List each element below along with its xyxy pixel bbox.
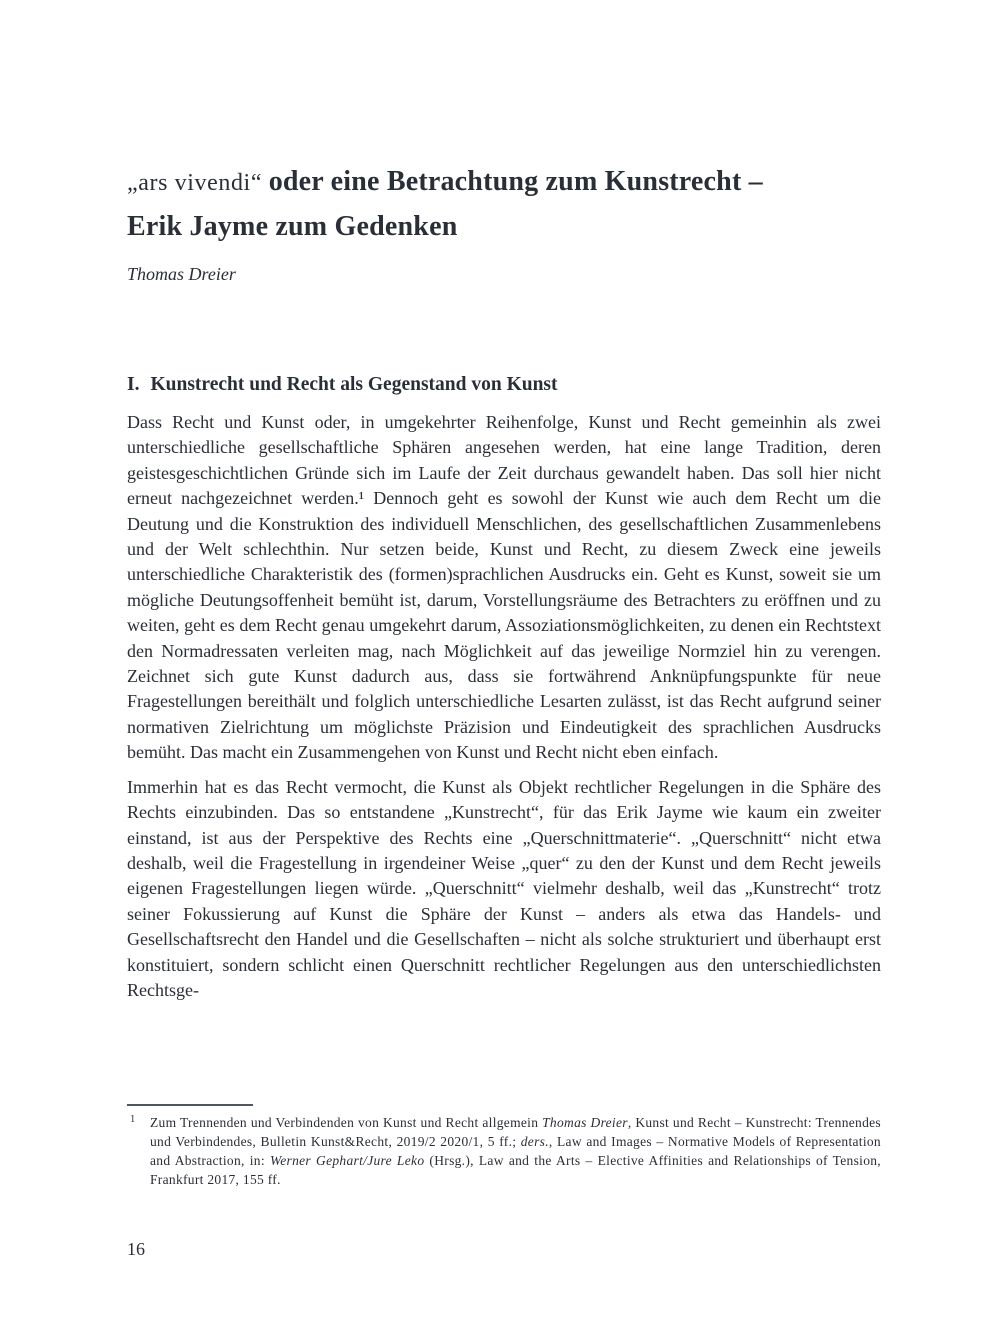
footnote-text-segment: , Law and Images – Normative Models of Representation and Abstraction, in: bbox=[150, 1134, 881, 1168]
footnote-text-segment: , Kunst und Recht – Kunstrecht: Trennendes und Verbindendes, Bulletin Kunst&Recht, 2019/2 2020/1, 5 ff.; bbox=[150, 1115, 881, 1149]
footnote-1 bbox=[127, 1113, 881, 1189]
article-title-line2: Erik Jayme zum Gedenken bbox=[127, 210, 458, 242]
article-title-line1-rest: oder eine Betrachtung zum Kunstrecht – bbox=[268, 165, 763, 197]
footnote-author-italic: Thomas Dreier bbox=[542, 1115, 628, 1130]
footnote-separator-rule bbox=[127, 1104, 253, 1106]
text-column bbox=[127, 0, 881, 1337]
body-text bbox=[127, 410, 881, 1003]
article-title bbox=[127, 160, 881, 248]
footnote-ders-italic: ders. bbox=[520, 1134, 549, 1149]
section-number: I. bbox=[127, 374, 140, 396]
article-title-latin-phrase: „ars vivendi“ bbox=[127, 169, 269, 196]
author-name: Thomas Dreier bbox=[127, 264, 236, 284]
footnote-text-segment: (Hrsg.), Law and the Arts – Elective Affinities and Relationships of Tension, Frankfurt 2017, 155 ff. bbox=[150, 1153, 881, 1187]
footnote-text-segment: Zum Trennenden und Verbindenden von Kunst und Recht allgemein bbox=[150, 1115, 543, 1130]
paragraph-1: Dass Recht und Kunst oder, in umgekehrter Reihenfolge, Kunst und Recht gemeinhin als zwei unterschiedliche gesellschaftliche Sphären angesehen werden, hat eine lange Tradition, deren geistesgeschichtlichen Gründe sich im Laufe der Zeit durchaus gewandelt haben. Das soll hier nicht erneut nachgezeichnet werden.¹ Dennoch geht es sowohl der Kunst wie auch dem Recht um die Deutung und die Konstruktion des individuell Menschlichen, des gesellschaftlichen Zusammenlebens und der Welt schlechthin. Nur setzen beide, Kunst und Recht, zu diesem Zweck eine jeweils unterschiedliche Charakteristik des (formen)sprachlichen Ausdrucks ein. Geht es Kunst, soweit sie um mögliche Deutungsoffenheit bemüht ist, darum, Vorstellungsräume des Betrachters zu eröffnen und zu weiten, geht es dem Recht genau umgekehrt darum, Assoziationsmöglichkeiten, zu denen ein Rechtstext den Normadressaten verleiten mag, nach Möglichkeit auf das jeweilige Normziel hin zu verengen. Zeichnet sich gute Kunst dadurch aus, dass sie fortwährend Anknüpfungspunkte für neue Fragestellungen bereithält und folglich unterschiedliche Lesarten zulässt, ist das Recht aufgrund seiner normativen Zielrichtung um möglichste Präzision und Eindeutigkeit des sprachlichen Ausdrucks bemüht. Das macht ein Zusammengehen von Kunst und Recht nicht eben einfach. bbox=[127, 412, 881, 763]
footnote-marker: 1 bbox=[130, 1114, 136, 1125]
paragraph-2: Immerhin hat es das Recht vermocht, die Kunst als Objekt rechtlicher Regelungen in die Sphäre des Rechts einzubinden. Das so entstandene „Kunstrecht“, für das Erik Jayme wie kaum ein zweiter einstand, ist aus der Perspektive des Rechts eine „Querschnittmaterie“. „Querschnitt“ nicht etwa deshalb, weil die Fragestellung in irgendeiner Weise „quer“ zu den der Kunst und dem Recht jeweils eigenen Fragestellungen liegen würde. „Querschnitt“ vielmehr deshalb, weil das „Kunstrecht“ trotz seiner Fokussierung auf Kunst die Sphäre der Kunst – anders als etwa das Handels- und Gesellschaftsrecht den Handel und die Gesellschaften – nicht als solche strukturiert und überhaupt erst konstituiert, sondern schlicht einen Querschnitt rechtlicher Regelungen aus den unterschiedlichsten Rechtsge- bbox=[127, 776, 881, 1000]
section-heading-text: Kunstrecht und Recht als Gegenstand von Kunst bbox=[150, 374, 558, 396]
page-number: 16 bbox=[127, 1239, 145, 1259]
footnote-editors-italic: Werner Gephart/Jure Leko bbox=[269, 1153, 425, 1168]
article-title-line1 bbox=[127, 160, 881, 205]
section-heading bbox=[127, 372, 881, 398]
